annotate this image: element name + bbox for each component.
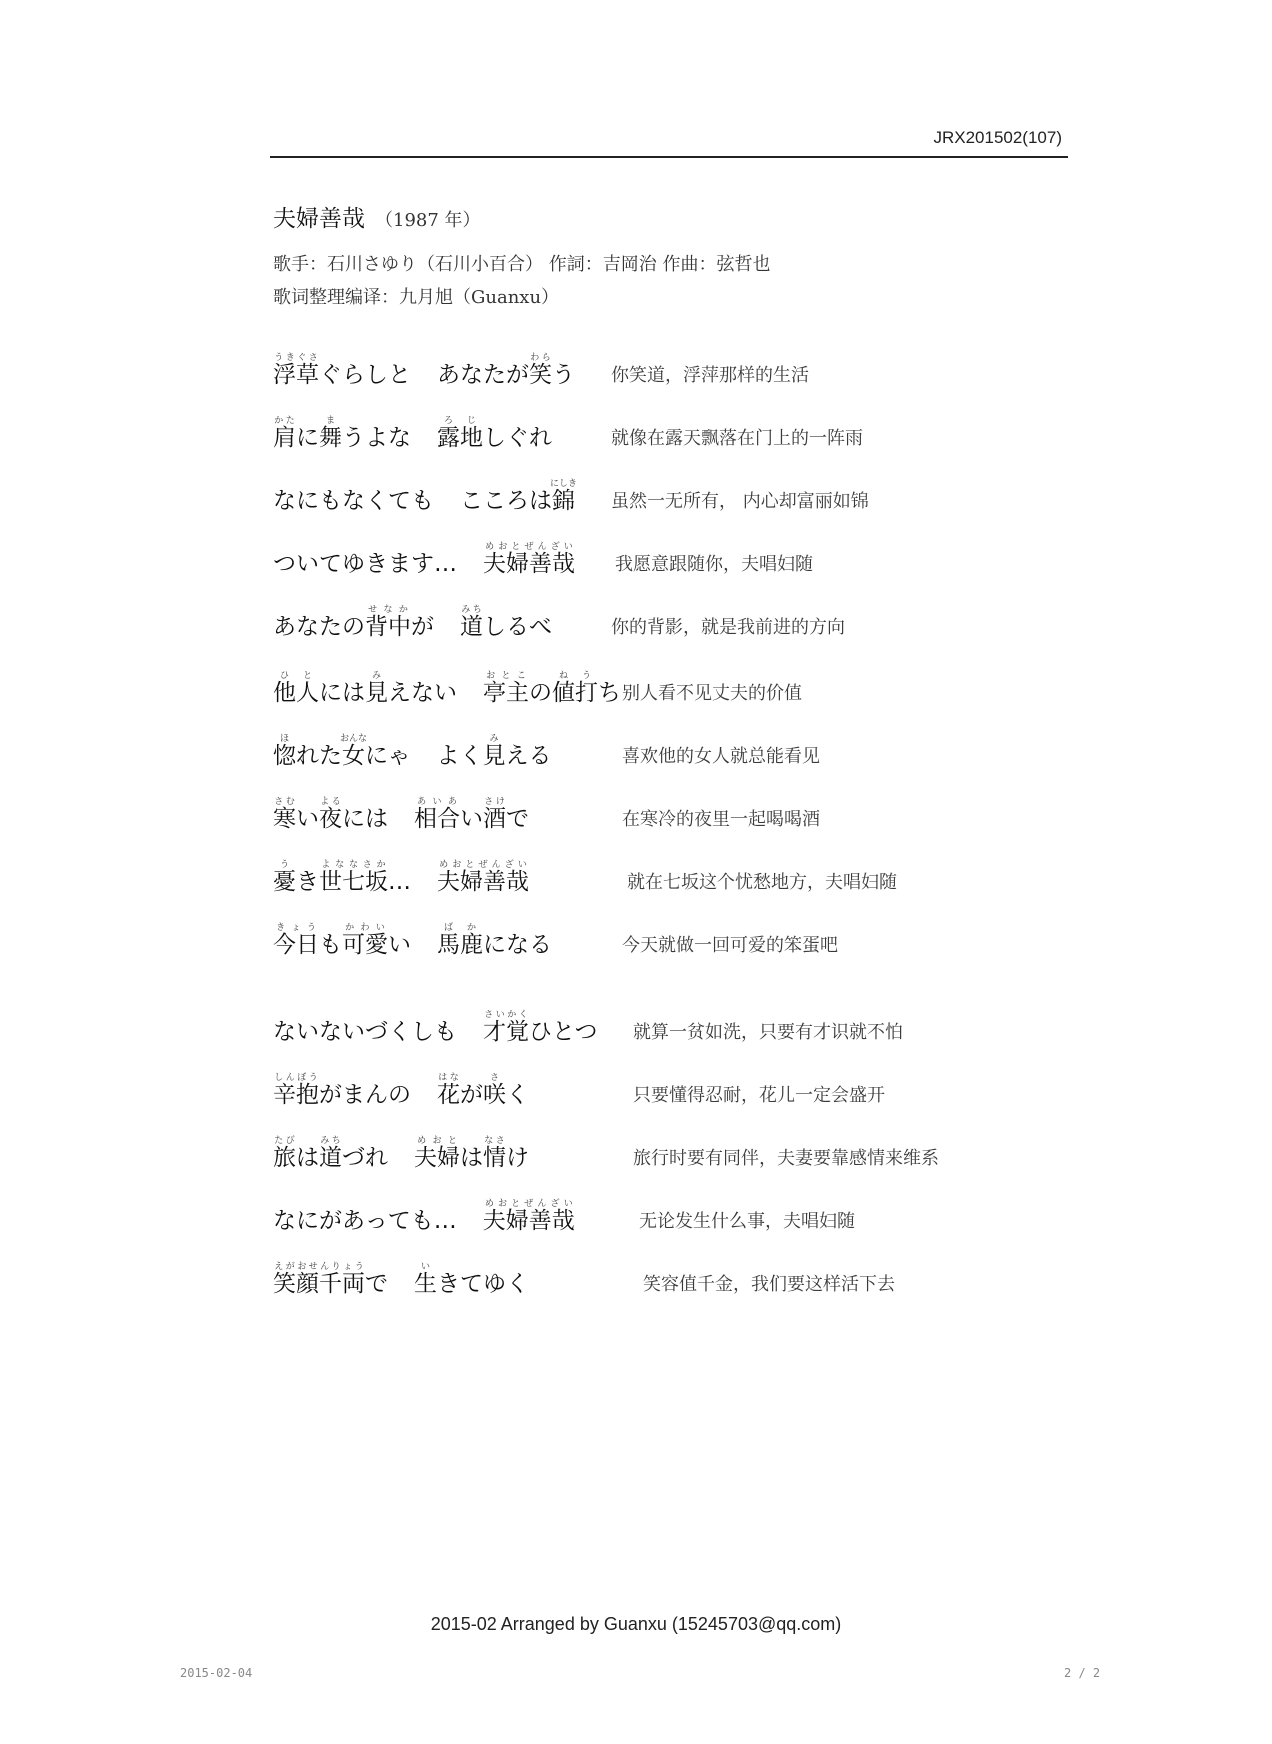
furigana: ほ [273,734,296,744]
kana-text: に [296,425,319,451]
japanese-lyric [273,1073,529,1109]
furigana: ま [319,416,342,426]
ruby-word: 可愛かわい [342,923,388,958]
kana-text: あなたの [273,614,365,640]
chinese-translation: 就像在露天飘落在门上的一阵雨 [611,428,863,449]
japanese-lyric [273,353,575,389]
kana-text: がまんの [319,1082,411,1108]
document-id: JRX201502(107) [933,128,1062,147]
kana-text: ついてゆきます… [273,551,457,577]
japanese-lyric [273,479,577,515]
kana-text: しるべ [483,614,552,640]
ruby-word: 寒さむ [273,797,296,832]
furigana: うきぐさ [273,353,319,363]
kana-text: く [506,1082,529,1108]
furigana: にしき [550,479,578,489]
ruby-word: 咲さ [483,1073,506,1108]
ruby-word: 舞ま [319,416,342,451]
ruby-word: 才覚さいかく [483,1010,529,1045]
furigana: ろじ [437,416,483,426]
kana-text: あなたが [437,362,529,388]
kana-text: で [365,1271,388,1297]
kana-text: い [388,932,411,958]
kana-text: い [460,806,483,832]
header-rule [270,156,1068,158]
chinese-translation: 你的背影，就是我前进的方向 [611,617,845,638]
furigana: み [482,734,506,744]
lyric-line [273,588,1073,651]
furigana: みち [460,605,483,615]
kana-text: ぐらしと [319,362,411,388]
lyric-line [273,1056,1073,1119]
japanese-lyric [273,542,575,578]
ruby-word: 錦にしき [550,479,578,514]
ruby-word: 旅たび [273,1136,296,1171]
lyric-line [273,1182,1073,1245]
ruby-word: 酒さけ [483,797,506,832]
chinese-translation: 喜欢他的女人就总能看见 [622,746,820,767]
furigana: み [365,671,388,681]
chinese-translation: 虽然一无所有， 内心却富丽如锦 [611,491,869,512]
ruby-word: 辛抱しんぼう [273,1073,319,1108]
ruby-word: 夫婦善哉めおとぜんざい [483,542,575,577]
credits-line: 歌手：石川さゆり（石川小百合） 作詞：吉岡治 作曲：弦哲也 [273,254,771,275]
page-number: 2 / 2 [1064,1666,1101,1680]
furigana: わら [529,353,552,363]
ruby-word: 道みち [319,1136,342,1171]
ruby-word: 世七坂よななさか [319,860,388,895]
furigana: しんぼう [273,1073,319,1083]
chinese-translation: 就在七坂这个忧愁地方，夫唱妇随 [627,872,897,893]
japanese-lyric [273,797,529,833]
furigana: ばか [437,923,483,933]
ruby-word: 背中せなか [365,605,411,640]
ruby-word: 憂う [273,860,296,895]
kana-text: には [319,680,365,706]
kana-text: になる [483,932,552,958]
ruby-word: 笑顔千両えがおせんりょう [273,1262,365,1297]
ruby-word: 情なさ [483,1136,506,1171]
chinese-translation: 笑容值千金，我们要这样活下去 [643,1274,895,1295]
kana-text: なにがあっても… [273,1208,457,1234]
lyric-line [273,462,1073,525]
lyric-line [273,1245,1073,1308]
lyric-line [273,1119,1073,1182]
furigana: おんな [340,734,368,744]
chinese-translation: 今天就做一回可爱的笨蛋吧 [622,935,838,956]
furigana: い [414,1262,437,1272]
furigana: ねう [552,671,598,681]
furigana: せなか [365,605,411,615]
furigana: めおとぜんざい [483,542,575,552]
furigana: めおとぜんざい [482,1199,575,1209]
furigana: めおとぜんざい [437,860,529,870]
furigana: さけ [483,797,506,807]
kana-text: こころは [460,488,552,514]
furigana: はな [437,1073,460,1083]
furigana: さいかく [483,1010,529,1020]
chinese-translation: 就算一贫如洗，只要有才识就不怕 [633,1022,903,1043]
kana-text: で [506,806,529,832]
kana-text: えない [388,680,457,706]
kana-text: は [296,1145,319,1171]
ruby-word: 浮草うきぐさ [273,353,319,388]
chinese-translation: 无论发生什么事，夫唱妇随 [639,1211,855,1232]
ruby-word: 値打ねう [552,671,598,706]
ruby-word: 見み [365,671,388,706]
ruby-word: 女おんな [340,734,368,769]
furigana: めおと [414,1136,460,1146]
furigana: さむ [273,797,296,807]
japanese-lyric [273,860,529,896]
ruby-word: 今日きょう [273,923,319,958]
japanese-lyric [273,1010,598,1046]
japanese-lyric [273,923,552,959]
japanese-lyric [273,1199,575,1235]
kana-text: が [411,614,434,640]
kana-text: き [296,869,319,895]
ruby-word: 他人ひと [273,671,319,706]
print-date: 2015-02-04 [180,1666,253,1680]
ruby-word: 馬鹿ばか [437,923,483,958]
furigana: ひと [273,671,319,681]
japanese-lyric [273,1262,529,1298]
furigana: う [273,860,296,870]
song-year: （1987 年） [375,210,481,231]
stanza-2 [273,654,1073,969]
kana-text: なにもなくても [273,488,434,514]
kana-text: う [552,362,575,388]
kana-text: しぐれ [483,425,552,451]
kana-text: け [506,1145,529,1171]
lyric-line [273,993,1073,1056]
furigana: きょう [273,923,319,933]
lyric-line [273,906,1073,969]
kana-text: ないないづくしも [273,1019,457,1045]
furigana: かた [273,416,296,426]
ruby-word: 見み [482,734,506,769]
furigana: おとこ [483,671,529,681]
arranger-line: 歌词整理编译：九月旭（Guanxu） [273,287,560,308]
lyric-line [273,399,1073,462]
furigana: あいあ [414,797,460,807]
kana-text: ひとつ [529,1019,598,1045]
kana-text: える [505,743,552,769]
kana-text: ち [598,680,621,706]
stanza-3 [273,993,1073,1308]
furigana: かわい [342,923,388,933]
japanese-lyric [273,671,621,707]
lyric-line [273,525,1073,588]
stanza-1 [273,336,1073,651]
chinese-translation: 旅行时要有同伴，夫妻要靠感情来维系 [633,1148,939,1169]
ruby-word: 夫婦めおと [414,1136,460,1171]
furigana: えがおせんりょう [273,1262,365,1272]
lyric-line [273,654,1073,717]
kana-text: … [388,869,411,895]
furigana: たび [273,1136,296,1146]
kana-text: きてゆく [437,1271,529,1297]
furigana: よななさか [319,860,388,870]
kana-text: づれ [342,1145,388,1171]
ruby-word: 亭主おとこ [483,671,529,706]
kana-text: は [460,1145,483,1171]
kana-text: が [460,1082,483,1108]
chinese-translation: 你笑道，浮萍那样的生活 [611,365,809,386]
chinese-translation: 我愿意跟随你，夫唱妇随 [615,554,813,575]
kana-text: にゃ [365,743,411,769]
ruby-word: 花はな [437,1073,460,1108]
kana-text: の [529,680,552,706]
japanese-lyric [273,416,552,452]
ruby-word: 夫婦善哉めおとぜんざい [437,860,529,895]
footer-credit: 2015-02 Arranged by Guanxu (15245703@qq.com) [430,1614,842,1634]
furigana: よる [319,797,342,807]
kana-text: うよな [342,425,411,451]
japanese-lyric [273,734,552,770]
ruby-word: 相合あいあ [414,797,460,832]
song-title [273,200,481,233]
japanese-lyric [273,605,552,641]
ruby-word: 露地ろじ [437,416,483,451]
ruby-word: 肩かた [273,416,296,451]
ruby-word: 惚ほ [273,734,296,769]
kana-text: も [319,932,342,958]
furigana: みち [319,1136,342,1146]
ruby-word: 生い [414,1262,437,1297]
kana-text: よく [436,743,483,769]
lyric-line [273,843,1073,906]
ruby-word: 笑わら [529,353,552,388]
ruby-word: 道みち [460,605,483,640]
lyric-line [273,780,1073,843]
furigana: なさ [483,1136,506,1146]
kana-text: い [296,806,319,832]
chinese-translation: 别人看不见丈夫的价值 [622,683,802,704]
chinese-translation: 只要懂得忍耐，花儿一定会盛开 [633,1085,885,1106]
chinese-translation: 在寒冷的夜里一起喝喝酒 [622,809,820,830]
kana-text: れた [296,743,342,769]
ruby-word: 夫婦善哉めおとぜんざい [482,1199,575,1234]
kana-text: には [342,806,388,832]
japanese-lyric [273,1136,529,1172]
lyric-line [273,336,1073,399]
song-title-text: 夫婦善哉 [273,206,365,232]
lyric-line [273,717,1073,780]
furigana: さ [483,1073,506,1083]
ruby-word: 夜よる [319,797,342,832]
